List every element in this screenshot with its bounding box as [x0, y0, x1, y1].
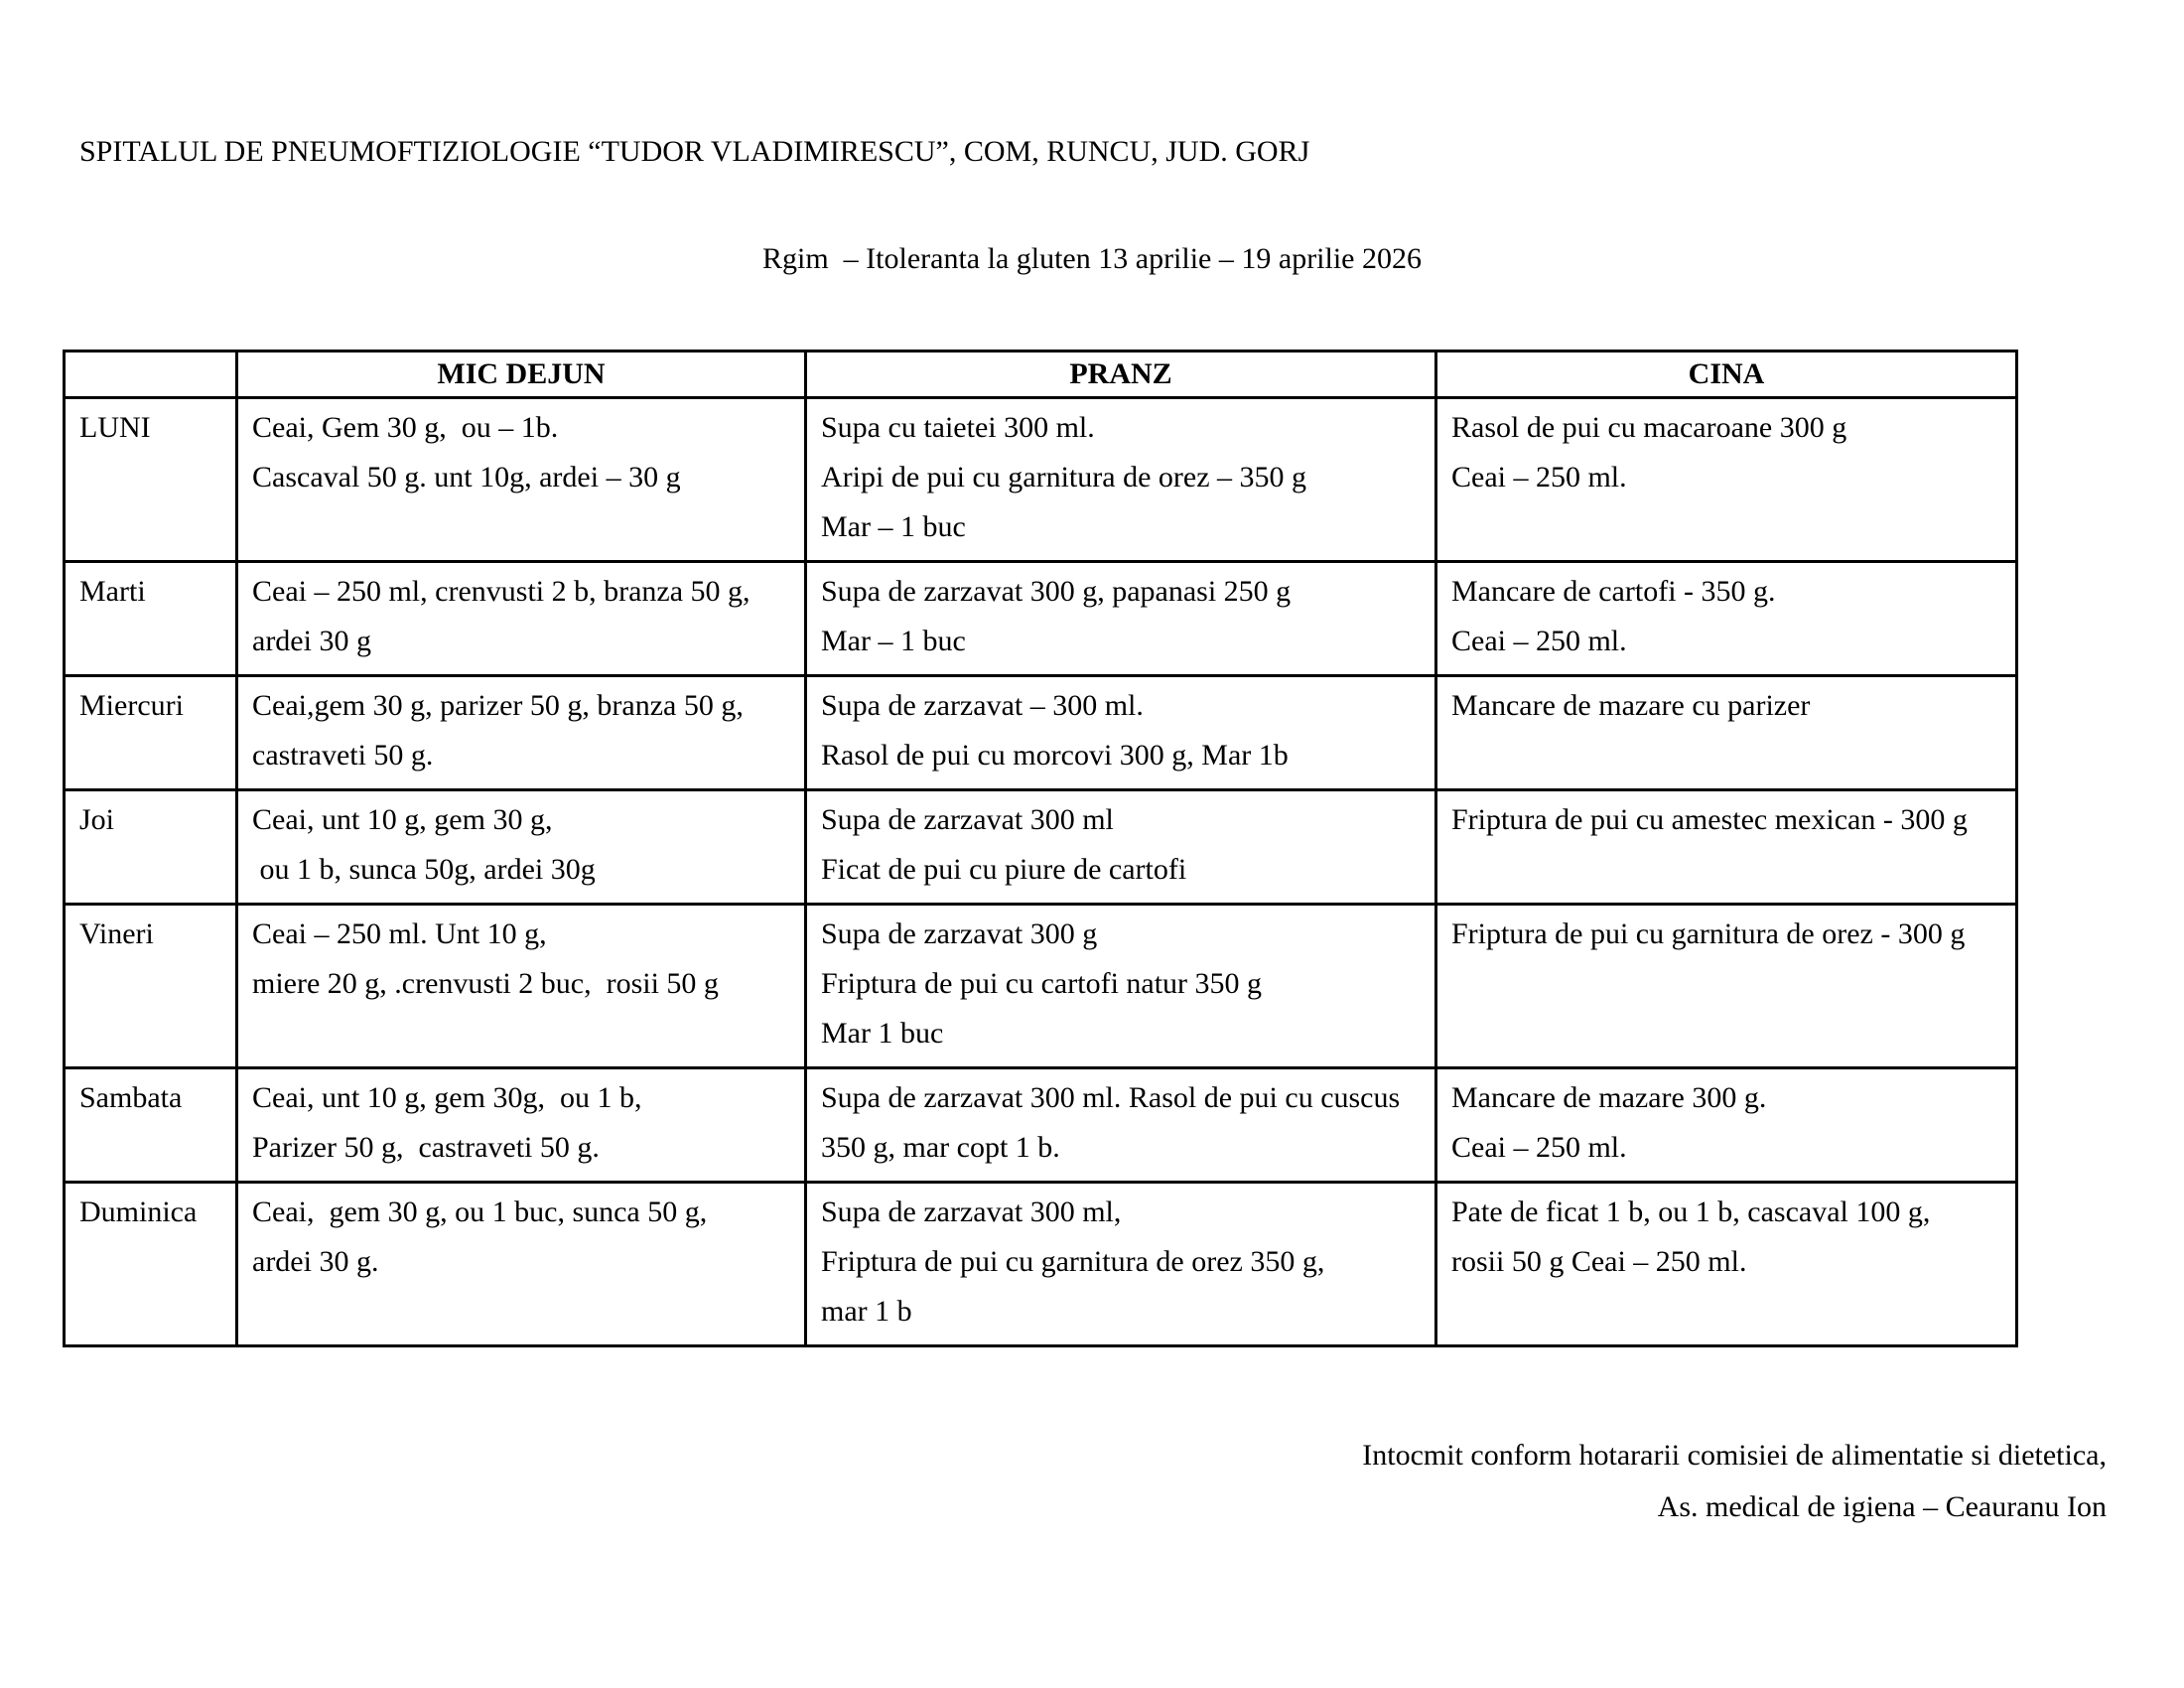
meal-line: ardei 30 g: [252, 625, 371, 657]
meal-line: Ceai, gem 30 g, ou 1 buc, sunca 50 g,: [252, 1196, 708, 1228]
meal-line: Supa de zarzavat 300 g: [821, 917, 1098, 950]
meal-line: mar 1 b: [821, 1295, 912, 1328]
table-row: [65, 790, 2017, 905]
day-label: Vineri: [79, 917, 154, 950]
meal-line: Ceai, unt 10 g, gem 30 g,: [252, 803, 553, 836]
footer-line-1: Intocmit conform hotararii comisiei de alimentatie si dietetica,: [1362, 1439, 2107, 1472]
day-cell: [65, 1068, 237, 1183]
day-cell: [65, 398, 237, 562]
mic-dejun-cell: [237, 905, 806, 1068]
meal-line: Ceai – 250 ml.: [1451, 625, 1627, 657]
mic-dejun-cell: [237, 562, 806, 676]
table-header-row: [65, 352, 2017, 398]
header-pranz: PRANZ: [806, 352, 1436, 398]
meal-line: Aripi de pui cu garnitura de orez – 350 g: [821, 461, 1307, 493]
meal-line: Ceai – 250 ml. Unt 10 g,: [252, 917, 547, 950]
meal-line: Supa de zarzavat 300 ml: [821, 803, 1114, 836]
table-row: [65, 562, 2017, 676]
header-mic-dejun: MIC DEJUN: [237, 352, 806, 398]
meal-line: Ceai,gem 30 g, parizer 50 g, branza 50 g,: [252, 689, 744, 722]
table-row: [65, 1068, 2017, 1183]
pranz-cell: [806, 1183, 1436, 1346]
cina-cell: [1436, 398, 2017, 562]
mic-dejun-cell: [237, 676, 806, 790]
mic-dejun-cell: [237, 1183, 806, 1346]
page-title: SPITALUL DE PNEUMOFTIZIOLOGIE “TUDOR VLADIMIRESCU”, COM, RUNCU, JUD. GORJ: [79, 135, 1310, 168]
meal-line: Supa de zarzavat 300 ml. Rasol de pui cu cuscus: [821, 1081, 1401, 1114]
header-cina: CINA: [1436, 352, 2017, 398]
meal-line: rosii 50 g Ceai – 250 ml.: [1451, 1245, 1747, 1278]
footer-line-2: As. medical de igiena – Ceauranu Ion: [1657, 1490, 2107, 1523]
meal-line: Friptura de pui cu garnitura de orez - 300 g: [1451, 917, 1966, 950]
meal-line: castraveti 50 g.: [252, 739, 434, 772]
cina-cell: [1436, 790, 2017, 905]
day-label: LUNI: [79, 411, 151, 444]
meal-line: Rasol de pui cu macaroane 300 g: [1451, 411, 1847, 444]
table-row: [65, 905, 2017, 1068]
pranz-cell: [806, 562, 1436, 676]
cina-cell: [1436, 905, 2017, 1068]
day-cell: [65, 905, 237, 1068]
meal-line: Mar 1 buc: [821, 1017, 944, 1050]
meal-line: Friptura de pui cu amestec mexican - 300 g: [1451, 803, 1968, 836]
weekly-menu-table: [63, 350, 2018, 1347]
page-subtitle: Rgim – Itoleranta la gluten 13 aprilie – 19 aprilie 2026: [762, 242, 1422, 275]
table-row: [65, 1183, 2017, 1346]
day-cell: [65, 676, 237, 790]
day-label: Joi: [79, 803, 115, 836]
meal-line: Ceai – 250 ml, crenvusti 2 b, branza 50 g,: [252, 575, 751, 608]
cina-cell: [1436, 562, 2017, 676]
day-label: Duminica: [79, 1196, 198, 1228]
meal-line: Mancare de mazare cu parizer: [1451, 689, 1811, 722]
meal-line: 350 g, mar copt 1 b.: [821, 1131, 1060, 1164]
footer: [1362, 1430, 2107, 1533]
meal-line: Supa cu taietei 300 ml.: [821, 411, 1095, 444]
cina-cell: [1436, 1068, 2017, 1183]
day-cell: [65, 562, 237, 676]
meal-line: ou 1 b, sunca 50g, ardei 30g: [252, 853, 596, 886]
meal-line: Friptura de pui cu cartofi natur 350 g: [821, 967, 1263, 1000]
table-row: [65, 676, 2017, 790]
meal-line: ardei 30 g.: [252, 1245, 379, 1278]
day-cell: [65, 790, 237, 905]
meal-line: Ficat de pui cu piure de cartofi: [821, 853, 1187, 886]
day-label: Marti: [79, 575, 146, 608]
mic-dejun-cell: [237, 398, 806, 562]
meal-line: Friptura de pui cu garnitura de orez 350 g,: [821, 1245, 1325, 1278]
day-label: Miercuri: [79, 689, 184, 722]
meal-line: Mar – 1 buc: [821, 625, 966, 657]
meal-line: Mar – 1 buc: [821, 510, 966, 543]
meal-line: Supa de zarzavat 300 ml,: [821, 1196, 1122, 1228]
meal-line: Cascaval 50 g. unt 10g, ardei – 30 g: [252, 461, 681, 493]
pranz-cell: [806, 398, 1436, 562]
cina-cell: [1436, 1183, 2017, 1346]
pranz-cell: [806, 1068, 1436, 1183]
meal-line: Supa de zarzavat 300 g, papanasi 250 g: [821, 575, 1292, 608]
meal-line: Pate de ficat 1 b, ou 1 b, cascaval 100 g,: [1451, 1196, 1931, 1228]
meal-line: Mancare de mazare 300 g.: [1451, 1081, 1767, 1114]
header-day: [65, 352, 237, 398]
meal-line: Ceai, Gem 30 g, ou – 1b.: [252, 411, 559, 444]
meal-line: Rasol de pui cu morcovi 300 g, Mar 1b: [821, 739, 1289, 772]
pranz-cell: [806, 676, 1436, 790]
meal-line: Ceai – 250 ml.: [1451, 1131, 1627, 1164]
meal-line: miere 20 g, .crenvusti 2 buc, rosii 50 g: [252, 967, 719, 1000]
meal-line: Parizer 50 g, castraveti 50 g.: [252, 1131, 600, 1164]
meal-line: Mancare de cartofi - 350 g.: [1451, 575, 1776, 608]
day-label: Sambata: [79, 1081, 183, 1114]
meal-line: Supa de zarzavat – 300 ml.: [821, 689, 1144, 722]
meal-line: Ceai – 250 ml.: [1451, 461, 1627, 493]
day-cell: [65, 1183, 237, 1346]
mic-dejun-cell: [237, 790, 806, 905]
cina-cell: [1436, 676, 2017, 790]
mic-dejun-cell: [237, 1068, 806, 1183]
pranz-cell: [806, 905, 1436, 1068]
meal-line: Ceai, unt 10 g, gem 30g, ou 1 b,: [252, 1081, 642, 1114]
table-row: [65, 398, 2017, 562]
pranz-cell: [806, 790, 1436, 905]
